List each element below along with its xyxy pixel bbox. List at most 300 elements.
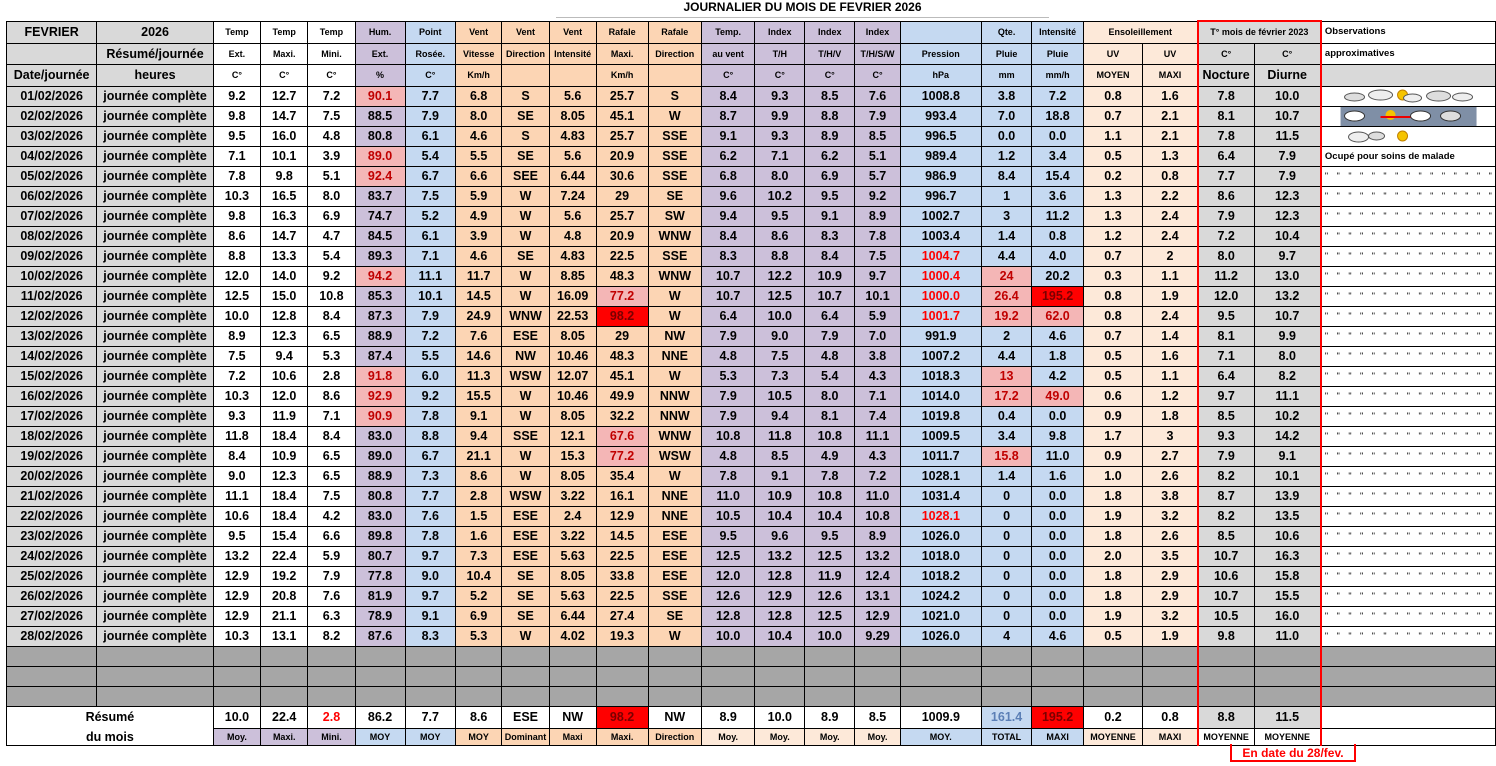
data-cell: 7.1 — [1198, 346, 1254, 366]
data-cell: 7.0 — [981, 106, 1032, 126]
observation-cell: " " " " " " " " " " " " " " " — [1321, 486, 1496, 506]
data-cell: 10.5 — [755, 386, 805, 406]
data-cell: 3.22 — [549, 526, 596, 546]
table-row — [7, 366, 1496, 386]
data-cell: 7.9 — [1198, 206, 1254, 226]
observation-cell: " " " " " " " " " " " " " " " — [1321, 446, 1496, 466]
data-cell: 1009.5 — [900, 426, 981, 446]
empty-cell — [1198, 646, 1254, 666]
observation-cell: " " " " " " " " " " " " " " " — [1321, 386, 1496, 406]
data-cell: 8.6 — [1198, 186, 1254, 206]
data-cell: 1000.0 — [900, 286, 981, 306]
data-cell: 9.4 — [755, 406, 805, 426]
data-cell: W — [502, 626, 549, 646]
data-cell: 77.2 — [596, 446, 648, 466]
data-cell: 12.2 — [755, 266, 805, 286]
header-cell: Hum. — [355, 21, 405, 43]
data-cell: 3.9 — [308, 146, 355, 166]
data-cell: 2.9 — [1143, 566, 1198, 586]
data-cell: 25.7 — [596, 206, 648, 226]
data-cell: SE — [502, 586, 549, 606]
observation-cell: " " " " " " " " " " " " " " " — [1321, 506, 1496, 526]
empty-cell — [648, 646, 701, 666]
data-cell: journée complète — [97, 166, 214, 186]
empty-cell — [1143, 686, 1198, 706]
data-cell: 10.5 — [1198, 606, 1254, 626]
summary-empty — [1321, 706, 1496, 728]
data-cell: 2.0 — [1083, 546, 1142, 566]
data-cell: 8.0 — [456, 106, 502, 126]
data-cell: 24.9 — [456, 306, 502, 326]
observation-cell: " " " " " " " " " " " " " " " — [1321, 266, 1496, 286]
data-cell: 7.2 — [308, 86, 355, 106]
data-cell: 5.6 — [549, 146, 596, 166]
summary-sublabel: Moy. — [755, 728, 805, 745]
header-ensoleillement: Ensoleillement — [1083, 21, 1198, 43]
data-cell: 8.9 — [213, 326, 260, 346]
table-row — [7, 346, 1496, 366]
data-cell: 9.4 — [701, 206, 754, 226]
data-cell: journée complète — [97, 426, 214, 446]
data-cell: 89.8 — [355, 526, 405, 546]
data-cell: 22.4 — [261, 546, 308, 566]
table-row — [7, 146, 1496, 166]
data-cell: 13.1 — [261, 626, 308, 646]
data-cell: 9.1 — [805, 206, 855, 226]
data-cell: 48.3 — [596, 266, 648, 286]
header-cell: MAXI — [1143, 65, 1198, 87]
date-cell: 17/02/2026 — [7, 406, 97, 426]
empty-cell — [1254, 686, 1321, 706]
data-cell: 11.0 — [855, 486, 901, 506]
data-cell: NW — [502, 346, 549, 366]
data-cell: 1018.3 — [900, 366, 981, 386]
data-cell: 6.44 — [549, 606, 596, 626]
data-cell: 2.9 — [1143, 586, 1198, 606]
data-cell: 1.5 — [456, 506, 502, 526]
header-cell: heures — [97, 65, 214, 87]
data-cell: 8.3 — [805, 226, 855, 246]
data-cell: 16.3 — [261, 206, 308, 226]
data-cell: 19.2 — [261, 566, 308, 586]
empty-cell — [701, 686, 754, 706]
empty-cell — [981, 646, 1032, 666]
data-cell: 7.1 — [213, 146, 260, 166]
data-cell: 2.4 — [1143, 206, 1198, 226]
data-cell: 2.7 — [1143, 446, 1198, 466]
date-cell: 24/02/2026 — [7, 546, 97, 566]
data-cell: 90.1 — [355, 86, 405, 106]
data-cell: 8.05 — [549, 326, 596, 346]
data-cell: 9.5 — [213, 126, 260, 146]
data-cell: 6.2 — [701, 146, 754, 166]
data-cell: 84.5 — [355, 226, 405, 246]
data-cell: 0.0 — [1032, 526, 1083, 546]
data-cell: 9.0 — [405, 566, 456, 586]
header-cell: C° — [855, 65, 901, 87]
data-cell: 7.8 — [405, 526, 456, 546]
data-cell: SSE — [648, 586, 701, 606]
data-cell: W — [502, 206, 549, 226]
header-cell: Km/h — [596, 65, 648, 87]
data-cell: 1024.2 — [900, 586, 981, 606]
data-cell: 4.83 — [549, 126, 596, 146]
summary-sublabel: Maxi — [549, 728, 596, 745]
summary-sublabel: Moy. — [855, 728, 901, 745]
data-cell: 3.6 — [1032, 186, 1083, 206]
data-cell: 8.8 — [805, 106, 855, 126]
data-cell: 8.85 — [549, 266, 596, 286]
data-cell: 77.2 — [596, 286, 648, 306]
data-cell: 9.5 — [213, 526, 260, 546]
data-cell: 8.0 — [1254, 346, 1321, 366]
data-cell: 11.1 — [405, 266, 456, 286]
header-cell: Rafale — [648, 21, 701, 43]
data-cell: 8.05 — [549, 406, 596, 426]
header-cell: Mini. — [308, 43, 355, 65]
observation-cell: " " " " " " " " " " " " " " " — [1321, 226, 1496, 246]
summary-value: 0.2 — [1083, 706, 1142, 728]
data-cell: journée complète — [97, 246, 214, 266]
empty-cell — [213, 686, 260, 706]
data-cell: 13.5 — [1254, 506, 1321, 526]
data-cell: 13.2 — [755, 546, 805, 566]
date-cell: 08/02/2026 — [7, 226, 97, 246]
data-cell: 5.4 — [405, 146, 456, 166]
summary-label: Résumé — [7, 706, 214, 728]
data-cell: 1.6 — [1032, 466, 1083, 486]
data-cell: W — [502, 266, 549, 286]
data-cell: 7.9 — [405, 106, 456, 126]
data-cell: 29 — [596, 186, 648, 206]
data-cell: journée complète — [97, 366, 214, 386]
data-cell: 7.6 — [405, 506, 456, 526]
data-cell: 80.8 — [355, 486, 405, 506]
data-cell: 62.0 — [1032, 306, 1083, 326]
data-cell: 1.3 — [1083, 186, 1142, 206]
data-cell: journée complète — [97, 526, 214, 546]
data-cell: 10.7 — [1254, 306, 1321, 326]
data-cell: 30.6 — [596, 166, 648, 186]
data-cell: 1007.2 — [900, 346, 981, 366]
data-cell: 6.0 — [405, 366, 456, 386]
date-cell: 04/02/2026 — [7, 146, 97, 166]
data-cell: 8.4 — [308, 426, 355, 446]
data-cell: 27.4 — [596, 606, 648, 626]
data-cell: 15.0 — [261, 286, 308, 306]
data-cell: 11.1 — [213, 486, 260, 506]
empty-cell — [355, 666, 405, 686]
data-cell: 11.1 — [855, 426, 901, 446]
data-cell: 12.3 — [261, 326, 308, 346]
data-cell: 10.0 — [701, 626, 754, 646]
header-temp-2023: T° mois de février 2023 — [1198, 21, 1321, 43]
data-cell: 5.1 — [308, 166, 355, 186]
header-cell: Diurne — [1254, 65, 1321, 87]
data-cell: 15.5 — [456, 386, 502, 406]
data-cell: SEE — [502, 166, 549, 186]
data-cell: 7.9 — [1254, 146, 1321, 166]
header-cell: Index — [855, 21, 901, 43]
header-cell — [549, 65, 596, 87]
data-cell: 1.1 — [1083, 126, 1142, 146]
data-cell: 12.9 — [213, 586, 260, 606]
table-row — [7, 426, 1496, 446]
data-cell: 18.4 — [261, 426, 308, 446]
empty-cell — [1083, 686, 1142, 706]
data-cell: 4.9 — [805, 446, 855, 466]
data-cell: 8.2 — [1254, 366, 1321, 386]
date-cell: 01/02/2026 — [7, 86, 97, 106]
data-cell: 7.6 — [456, 326, 502, 346]
data-cell: journée complète — [97, 566, 214, 586]
data-cell: 26.4 — [981, 286, 1032, 306]
data-cell: 0.0 — [1032, 586, 1083, 606]
data-cell: 10.2 — [1254, 406, 1321, 426]
data-cell: 6.4 — [1198, 146, 1254, 166]
data-cell: 80.7 — [355, 546, 405, 566]
data-cell: 991.9 — [900, 326, 981, 346]
data-cell: journée complète — [97, 106, 214, 126]
data-cell: 8.3 — [405, 626, 456, 646]
page-title: JOURNALIER DU MOIS DE FEVRIER 2026 — [556, 0, 1049, 18]
empty-cell — [355, 646, 405, 666]
data-cell: 7.8 — [405, 406, 456, 426]
header-cell — [502, 65, 549, 87]
data-cell: S — [502, 86, 549, 106]
table-row — [7, 166, 1496, 186]
summary-value: 2.8 — [308, 706, 355, 728]
table-row — [7, 266, 1496, 286]
data-cell: 7.2 — [213, 366, 260, 386]
table-row — [7, 466, 1496, 486]
data-cell: 0.0 — [1032, 566, 1083, 586]
empty-cell — [97, 646, 214, 666]
data-cell: 12.6 — [805, 586, 855, 606]
header-cell: T/H — [755, 43, 805, 65]
data-cell: WNW — [648, 426, 701, 446]
date-cell: 10/02/2026 — [7, 266, 97, 286]
observation-cell: " " " " " " " " " " " " " " " — [1321, 466, 1496, 486]
data-cell: 4.83 — [549, 246, 596, 266]
data-cell: 4.2 — [308, 506, 355, 526]
data-cell: 2.8 — [456, 486, 502, 506]
data-cell: 88.9 — [355, 466, 405, 486]
observation-cell: " " " " " " " " " " " " " " " — [1321, 366, 1496, 386]
header-cell: Temp — [213, 21, 260, 43]
data-cell: 5.2 — [456, 586, 502, 606]
empty-cell — [1198, 686, 1254, 706]
data-cell: 7.5 — [755, 346, 805, 366]
empty-cell — [355, 686, 405, 706]
header-cell: Index — [805, 21, 855, 43]
empty-cell — [7, 686, 97, 706]
empty-cell — [261, 646, 308, 666]
data-cell: 14.2 — [1254, 426, 1321, 446]
data-cell: 10.2 — [755, 186, 805, 206]
observation-cell: " " " " " " " " " " " " " " " — [1321, 586, 1496, 606]
summary-sublabel: Dominant — [502, 728, 549, 745]
data-cell: 7.0 — [855, 326, 901, 346]
date-cell: 14/02/2026 — [7, 346, 97, 366]
data-cell: 10.6 — [261, 366, 308, 386]
empty-cell — [648, 666, 701, 686]
data-cell: 74.7 — [355, 206, 405, 226]
data-cell: 7.9 — [701, 386, 754, 406]
data-cell: 7.2 — [1032, 86, 1083, 106]
empty-cell — [855, 666, 901, 686]
data-cell: 3.4 — [981, 426, 1032, 446]
empty-cell — [456, 666, 502, 686]
data-cell: 98.2 — [596, 306, 648, 326]
data-cell: 9.1 — [405, 606, 456, 626]
data-cell: 6.1 — [405, 226, 456, 246]
summary-sublabel: Moy. — [213, 728, 260, 745]
empty-cell — [855, 646, 901, 666]
data-cell: 5.63 — [549, 546, 596, 566]
empty-cell — [502, 666, 549, 686]
data-cell: W — [502, 386, 549, 406]
date-cell: 20/02/2026 — [7, 466, 97, 486]
data-cell: ESE — [648, 546, 701, 566]
data-cell: SE — [648, 606, 701, 626]
data-cell: 8.5 — [1198, 406, 1254, 426]
data-cell: 9.7 — [1198, 386, 1254, 406]
date-cell: 27/02/2026 — [7, 606, 97, 626]
data-cell: 9.8 — [213, 206, 260, 226]
observation-cell: " " " " " " " " " " " " " " " — [1321, 206, 1496, 226]
data-cell: 5.4 — [308, 246, 355, 266]
data-cell: 11.0 — [1254, 626, 1321, 646]
header-observations: Observations — [1321, 21, 1496, 43]
data-cell: 2.6 — [1143, 526, 1198, 546]
data-cell: 9.2 — [213, 86, 260, 106]
data-cell: 1004.7 — [900, 246, 981, 266]
data-cell: journée complète — [97, 146, 214, 166]
header-cell: hPa — [900, 65, 981, 87]
data-cell: 7.5 — [308, 106, 355, 126]
data-cell: 14.0 — [261, 266, 308, 286]
data-cell: 1018.0 — [900, 546, 981, 566]
observation-cell: " " " " " " " " " " " " " " " — [1321, 406, 1496, 426]
empty-cell — [97, 666, 214, 686]
summary-sublabel: Maxi. — [261, 728, 308, 745]
data-cell: 993.4 — [900, 106, 981, 126]
data-cell: 9.8 — [261, 166, 308, 186]
data-cell: 7.3 — [405, 466, 456, 486]
data-cell: 12.0 — [701, 566, 754, 586]
data-cell: 14.6 — [456, 346, 502, 366]
data-cell: 9.7 — [405, 546, 456, 566]
data-cell: 1026.0 — [900, 526, 981, 546]
data-cell: WNW — [648, 226, 701, 246]
data-cell: 9.8 — [1032, 426, 1083, 446]
data-cell: 7.4 — [855, 406, 901, 426]
data-cell: 10.1 — [261, 146, 308, 166]
data-cell: 5.9 — [308, 546, 355, 566]
data-cell: 11.2 — [1198, 266, 1254, 286]
data-cell: 4.6 — [456, 126, 502, 146]
data-cell: 1021.0 — [900, 606, 981, 626]
data-cell: 5.4 — [805, 366, 855, 386]
header-cell — [7, 43, 97, 65]
observation-cell: " " " " " " " " " " " " " " " — [1321, 526, 1496, 546]
data-cell: WSW — [502, 486, 549, 506]
data-cell: 2.4 — [549, 506, 596, 526]
data-cell: SSE — [648, 166, 701, 186]
data-cell: 6.9 — [805, 166, 855, 186]
data-cell: 12.8 — [701, 606, 754, 626]
empty-cell — [549, 666, 596, 686]
data-cell: 13 — [981, 366, 1032, 386]
table-row — [7, 546, 1496, 566]
data-cell: 9.2 — [855, 186, 901, 206]
summary-sublabel: Mini. — [308, 728, 355, 745]
data-cell: 0 — [981, 566, 1032, 586]
data-cell: 3 — [1143, 426, 1198, 446]
header-cell: Résumé/journée — [97, 43, 214, 65]
data-cell: 6.1 — [405, 126, 456, 146]
data-cell: WNW — [502, 306, 549, 326]
sun-cloud-icon — [1321, 126, 1496, 146]
data-cell: 8.4 — [701, 226, 754, 246]
data-cell: 1.0 — [1083, 466, 1142, 486]
header-cell: 2026 — [97, 21, 214, 43]
data-cell: 6.4 — [701, 306, 754, 326]
data-cell: 8.6 — [308, 386, 355, 406]
data-cell: 13.0 — [1254, 266, 1321, 286]
summary-sublabel: Moy. — [805, 728, 855, 745]
empty-cell — [405, 646, 456, 666]
data-cell: 89.3 — [355, 246, 405, 266]
data-cell: 22.53 — [549, 306, 596, 326]
data-cell: 11.8 — [213, 426, 260, 446]
summary-value: 8.9 — [805, 706, 855, 728]
summary-empty — [1321, 728, 1496, 745]
observation-cell: " " " " " " " " " " " " " " " — [1321, 186, 1496, 206]
data-cell: 10.4 — [755, 506, 805, 526]
summary-value: 8.9 — [701, 706, 754, 728]
data-cell: 0.8 — [1083, 286, 1142, 306]
data-cell: 48.3 — [596, 346, 648, 366]
empty-cell — [1032, 686, 1083, 706]
data-cell: 3 — [981, 206, 1032, 226]
header-cell: Index — [755, 21, 805, 43]
data-cell: journée complète — [97, 546, 214, 566]
data-cell: NNE — [648, 346, 701, 366]
data-cell: 5.5 — [456, 146, 502, 166]
empty-cell — [549, 686, 596, 706]
data-cell: 5.5 — [405, 346, 456, 366]
data-cell: 1.4 — [981, 466, 1032, 486]
summary-value: 161.4 — [981, 706, 1032, 728]
summary-sublabel: Maxi. — [596, 728, 648, 745]
data-cell: 10.9 — [755, 486, 805, 506]
data-cell: 10.9 — [261, 446, 308, 466]
data-cell: 8.9 — [855, 206, 901, 226]
data-cell: 4.8 — [701, 346, 754, 366]
header-cell: approximatives — [1321, 43, 1496, 65]
empty-cell — [456, 686, 502, 706]
data-cell: 2.1 — [1143, 126, 1198, 146]
header-cell: MOYEN — [1083, 65, 1142, 87]
data-cell: SSE — [502, 426, 549, 446]
data-cell: 13.2 — [1254, 286, 1321, 306]
data-cell: 8.8 — [213, 246, 260, 266]
empty-cell — [261, 686, 308, 706]
data-cell: 5.9 — [456, 186, 502, 206]
data-cell: 11.5 — [1254, 126, 1321, 146]
